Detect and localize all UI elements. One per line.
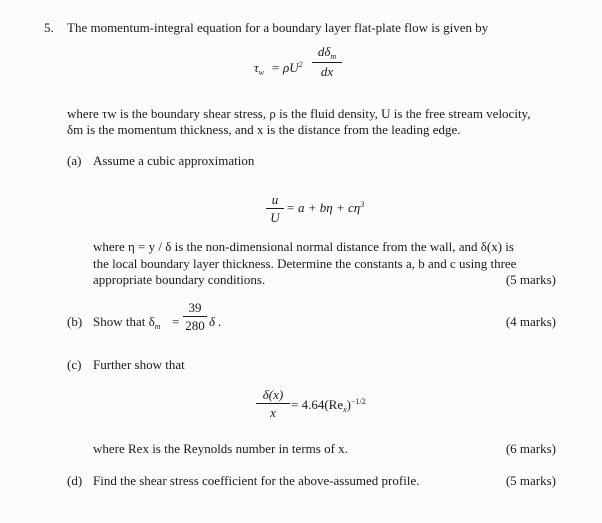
part-d-text: Find the shear stress coefficient for the above-assumed profile. (93, 473, 420, 488)
part-a-where-2: the local boundary layer thickness. Determine the constants a, b and c using three (93, 256, 517, 271)
eq1-rhs: = $\rho U^2$ (271, 60, 303, 75)
part-b-text: Show that $\delta_m$ (93, 314, 161, 331)
part-c-label: (c) (67, 357, 82, 372)
part-d-label: (d) (67, 473, 83, 488)
part-b-fraction (183, 301, 207, 333)
part-c-where: where Rex is the Reynolds number in terms of x. (93, 441, 348, 456)
part-c-marks: (6 marks) (505, 441, 556, 456)
part-a-denominator: U (270, 210, 280, 225)
part-a-marks: (5 marks) (505, 272, 556, 287)
part-b-equals: = (172, 314, 180, 329)
part-b-tail: δ . (209, 314, 222, 329)
part-c-rhs: = $4.64(Re_x)^{-1/2}$ (291, 397, 366, 414)
part-c-numerator: δ(x) (256, 388, 290, 404)
part-a-where-1: where η = y / δ is the non-dimensional normal distance from the wall, and δ(x) is (93, 239, 514, 254)
question-number: 5. (44, 20, 54, 35)
part-a-fraction (266, 193, 284, 225)
part-c-text: Further show that (93, 357, 185, 372)
eq1-lhs: $\tau_w$ (254, 60, 264, 77)
part-b-numerator: 39 (183, 301, 207, 317)
part-d-marks: (5 marks) (505, 473, 556, 488)
part-b-marks: (4 marks) (505, 314, 556, 329)
where-line-2: δm is the momentum thickness, and x is the distance from the leading edge. (67, 122, 461, 137)
eq1-fraction (312, 45, 342, 79)
part-c-denominator: x (270, 405, 276, 420)
part-b-denominator: 280 (185, 318, 205, 333)
part-a-numerator: u (266, 193, 284, 209)
part-a-where-3: appropriate boundary conditions. (93, 272, 266, 287)
question-intro: The momentum-integral equation for a boundary layer flat-plate flow is given by (67, 20, 489, 35)
part-a-rhs: = $a + b\eta + c\eta^3$ (286, 200, 365, 215)
eq1-denominator: dx (320, 64, 334, 79)
where-line-1: where τw is the boundary shear stress, ρ is the fluid density, U is the free stream velocity, (67, 106, 531, 121)
part-a-text: Assume a cubic approximation (93, 153, 255, 168)
part-b-label: (b) (67, 314, 83, 329)
part-c-fraction (256, 388, 290, 420)
eq1-numerator: $d\delta_m$ (312, 45, 342, 63)
part-a-label: (a) (67, 153, 82, 168)
